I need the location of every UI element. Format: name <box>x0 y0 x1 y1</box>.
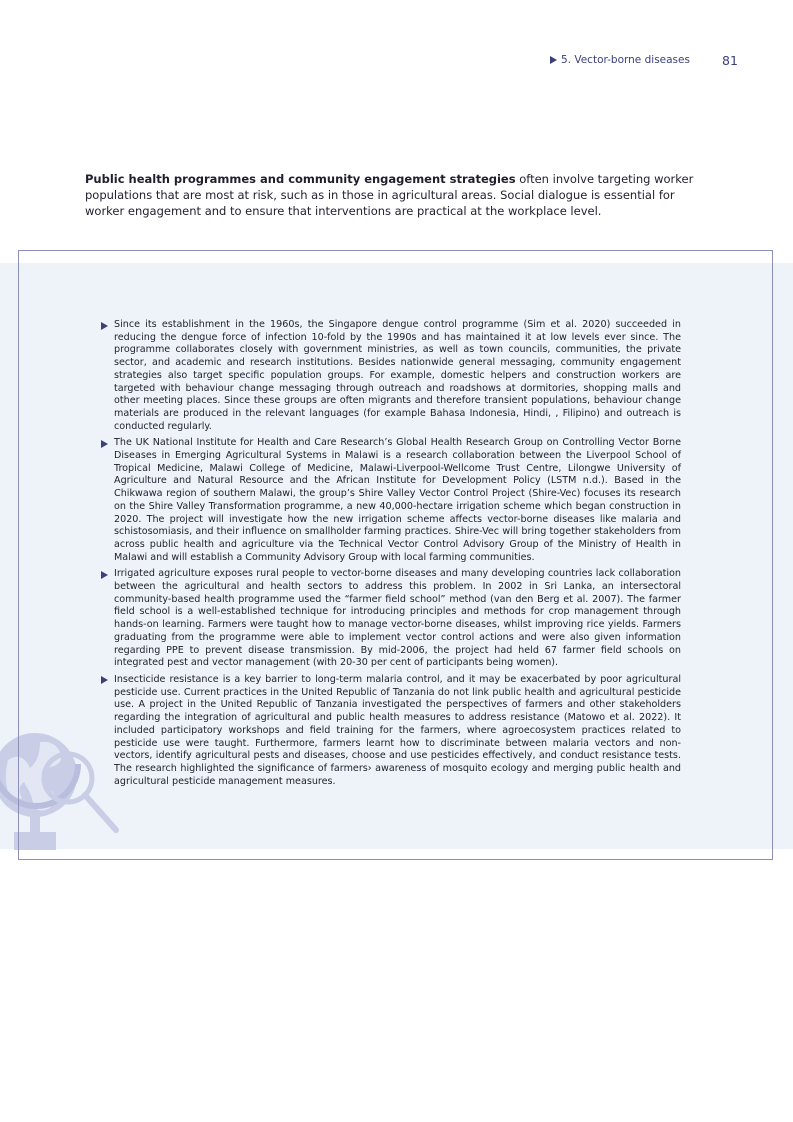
case-study-malawi <box>101 437 681 564</box>
intro-text: often involve targeting worker populations that are most at risk, such as in those in agricultural areas. Social dialogue is essential for worker engagement and to ensure that interventions are practical at the workplace level. <box>85 172 694 218</box>
bullet-arrow-icon <box>101 676 108 684</box>
case-study-text: The UK National Institute for Health and Care Research’s Global Health Research Group on Controlling Vector Borne Diseases in Emerging Agricultural Systems in Malawi is a research collaboration between the Liverpool School of Tropical Medicine, Malawi College of Medicine, Malawi-Liverpool-Wellcome Trust Centre, Lilongwe University of Agriculture and Natural Resource and the African Institute for Development Policy (LSTM n.d.). Based in the Chikwawa region of southern Malawi, the group’s Shire Valley Vector Control Project (Shire-Vec) focuses its research on the Shire Valley Transformation programme, a new 40,000-hectare irrigation scheme which began construction in 2020. The project will investigate how the new irrigation scheme affects vector-borne diseases like malaria and schistosomiasis, and their influence on smallholder farming practices. Shire-Vec will bring together stakeholders from across public health and agriculture via the Technical Vector Control Advisory Group of the Ministry of Health in Malawi and will establish a Community Advisory Group with local farming communities. <box>114 437 681 563</box>
case-study-tanzania <box>101 674 681 788</box>
case-study-text: Insecticide resistance is a key barrier to long-term malaria control, and it may be exacerbated by poor agricultural pesticide use. Current practices in the United Republic of Tanzania do not link public health and agricultural pesticide use. A project in the United Republic of Tanzania investigated the perspectives of farmers and other stakeholders regarding the integration of agricultural and public health measures to address resistance (Matowo et al. 2022). It included participatory workshops and field training for the farmers, where agroecosystem practices related to pesticide use were taught. Furthermore, farmers learnt how to discriminate between malaria vectors and non-vectors, identify agricultural pests and diseases, choose and use pesticides effectively, and conduct resistance tests. The research highlighted the significance of farmers› awareness of mosquito ecology and merging public health and agricultural pesticide management measures. <box>114 673 681 787</box>
case-study-text: Since its establishment in the 1960s, the Singapore dengue control programme (Sim et al. 2020) succeeded in reducing the dengue force of infection 10-fold by the 1990s and has maintained it at low levels ever since. The programme collaborates closely with government ministries, as well as town councils, communities, the private sector, and academic and research institutions. Besides nationwide general messaging, community engagement strategies also target specific population groups. For example, domestic helpers and construction workers are targeted with behaviour change messaging through outreach and roadshows at dormitories, shopping malls and other meeting places. Since these groups are often migrants and therefore transient populations, behaviour change materials are produced in the relevant languages (for example Bahasa Indonesia, Hindi, , Filipino) and outreach is conducted regularly. <box>114 319 681 432</box>
case-study-singapore <box>101 319 681 433</box>
section-title: 5. Vector-borne diseases <box>561 54 690 66</box>
case-study-sri-lanka <box>101 568 681 670</box>
bullet-arrow-icon <box>101 571 108 579</box>
intro-paragraph <box>85 171 713 219</box>
section-marker-icon <box>550 56 557 64</box>
bullet-arrow-icon <box>101 440 108 448</box>
case-study-list <box>101 319 681 792</box>
page-number: 81 <box>722 53 738 68</box>
intro-lead: Public health programmes and community engagement strategies <box>85 172 516 186</box>
bullet-arrow-icon <box>101 322 108 330</box>
case-study-text: Irrigated agriculture exposes rural people to vector-borne diseases and many developing countries lack collaboration between the agricultural and health sectors to address this problem. In 2002 in Sri Lanka, an intersectoral community-based health programme used the “farmer field school” method (van den Berg et al. 2007). The farmer field school is a well-established technique for introducing principles and methods for crop management through hands-on learning. Farmers were taught how to manage vector-borne diseases, whilst improving rice yields. Farmers graduating from the programme were able to implement vector control actions and were also given information regarding PPE to prevent disease transmission. By mid-2006, the project had held 67 farmer field schools on integrated pest and vector management (with 20-30 per cent of participants being women). <box>114 568 681 669</box>
